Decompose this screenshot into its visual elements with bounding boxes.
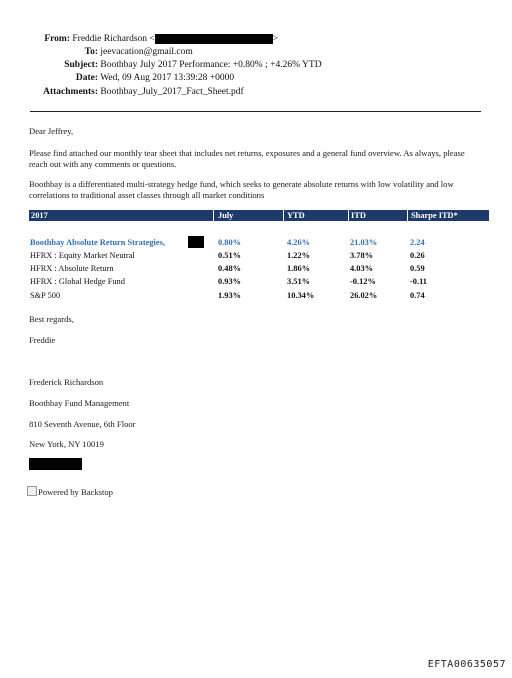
row-name: HFRX : Absolute Return [30,264,114,273]
signature-name: Frederick Richardson [29,377,104,387]
paragraph-1: Please find attached our monthly tear sheet that includes net returns, exposures and a general fund overview. As always, please reach out with any comments or questions. [29,148,465,169]
cell-sharpe: 2.24 [410,238,425,247]
table-header [29,210,489,221]
cell-itd: 26.02% [350,291,378,300]
cell-sharpe: 0.59 [410,264,425,273]
from-close: > [272,34,279,44]
col-header-ytd: YTD [287,211,305,220]
paragraph-2: Boothbay is a differentiated multi-strategy hedge fund, which seeks to generate absolute returns with low volatility and low correlations to traditional asset classes through all market conditions [29,179,454,200]
cell-sharpe: -0.11 [410,277,427,286]
to-label: To: [84,47,98,57]
signature-address: 810 Seventh Avenue, 6th Floor [29,419,136,429]
cell-ytd: 4.26% [287,238,311,247]
col-divider [348,210,349,221]
attachments-value[interactable]: Boothbay_July_2017_Fact_Sheet.pdf [100,87,244,97]
row-name: HFRX : Equity Market Neutral [30,251,135,260]
greeting: Dear Jeffrey, [29,126,74,136]
col-divider [283,210,284,221]
to-row [0,46,193,58]
cell-itd: 21.03% [350,238,378,247]
attachments-label: Attachments: [43,87,98,97]
col-header-itd: ITD [351,211,366,220]
sign-off-name: Freddie [29,335,56,345]
row-name: Boothbay Absolute Return Strategies, [30,238,165,247]
to-value: jeevacation@gmail.com [100,47,193,57]
cell-july: 0.51% [218,251,242,260]
from-value: Freddie Richardson < [72,34,155,44]
signature-company: Boothbay Fund Management [29,398,130,408]
cell-july: 0.80% [218,238,242,247]
from-label: From: [44,34,70,44]
cell-itd: 4.03% [350,264,374,273]
col-header-july: July [218,211,234,220]
cell-sharpe: 0.26 [410,251,425,260]
subject-value: Boothbay July 2017 Performance: +0.80% ; +4.26% YTD [100,60,322,70]
cell-july: 1.93% [218,291,242,300]
col-header-sharpe: Sharpe ITD* [411,211,458,220]
cell-july: 0.48% [218,264,242,273]
cell-ytd: 10.34% [287,291,315,300]
powered-by-image[interactable] [27,486,113,498]
date-label: Date: [75,73,98,83]
row-name: HFRX : Global Hedge Fund [30,277,125,286]
from-row [0,33,278,45]
cell-itd: -0.12% [350,277,376,286]
cell-itd: 3.78% [350,251,374,260]
date-value: Wed, 09 Aug 2017 13:39:28 +0000 [100,73,235,83]
attachments-row [0,86,244,98]
cell-ytd: 3.51% [287,277,311,286]
cell-ytd: 1.22% [287,251,311,260]
cell-ytd: 1.86% [287,264,311,273]
header-divider [30,111,481,112]
cell-july: 0.93% [218,277,242,286]
document-id: EFTA00635057 [427,659,506,670]
date-row [0,72,234,84]
row-name: S&P 500 [30,291,61,300]
powered-by-alt: Powered by Backstop [38,487,113,497]
redaction-bar [155,34,273,44]
redaction-bar [188,236,204,248]
cell-sharpe: 0.74 [410,291,425,300]
subject-label: Subject: [64,60,98,70]
col-divider [213,210,214,221]
closing: Best regards, [29,314,74,324]
subject-row [0,59,322,71]
redaction-bar [29,458,82,470]
col-divider [407,210,408,221]
col-header-year: 2017 [31,211,48,220]
signature-city: New York, NY 10019 [29,439,104,449]
broken-image-icon [27,486,37,496]
